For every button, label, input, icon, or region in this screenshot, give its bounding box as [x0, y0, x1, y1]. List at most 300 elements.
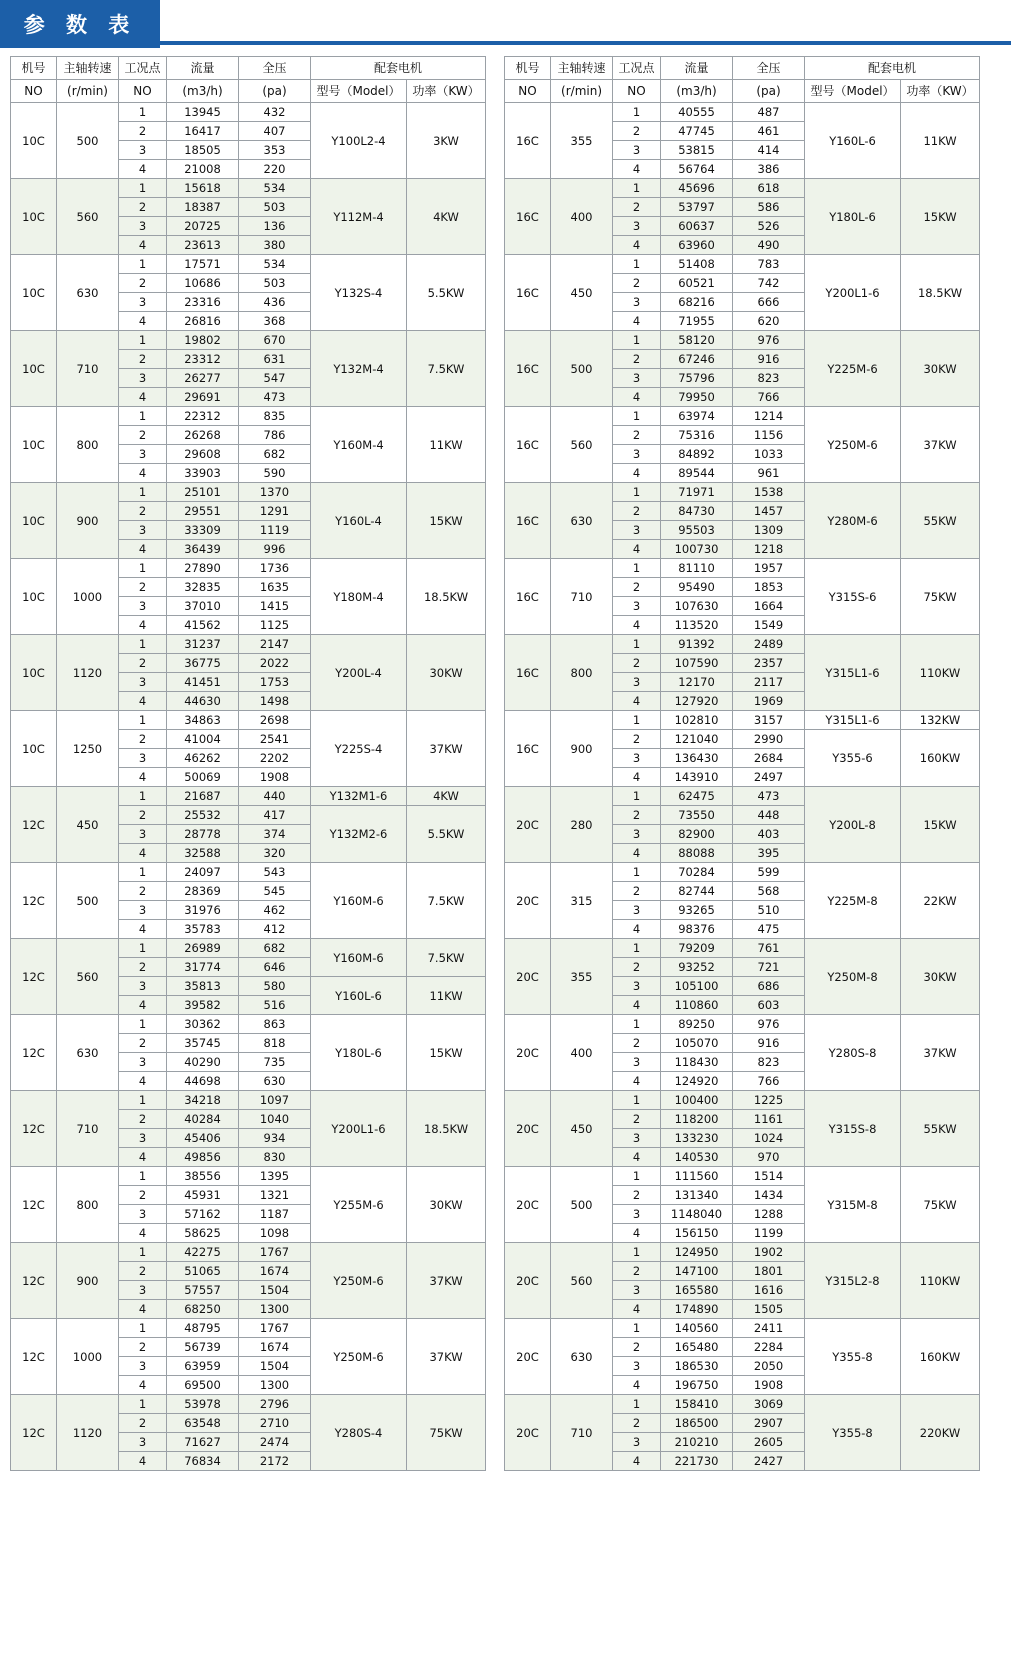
cell-pressure: 1908 — [733, 1376, 805, 1395]
cell-motor-model: Y100L2-4 — [311, 103, 407, 179]
cell-point: 3 — [119, 1053, 167, 1072]
cell-flow: 15618 — [167, 179, 239, 198]
cell-point: 4 — [119, 692, 167, 711]
cell-rpm: 450 — [551, 255, 613, 331]
cell-point: 2 — [119, 578, 167, 597]
cell-pressure: 586 — [733, 198, 805, 217]
cell-point: 3 — [119, 521, 167, 540]
cell-point: 1 — [119, 635, 167, 654]
cell-pressure: 473 — [239, 388, 311, 407]
cell-motor-model: Y355-8 — [805, 1395, 901, 1471]
cell-pressure: 1434 — [733, 1186, 805, 1205]
cell-rpm: 1000 — [57, 1319, 119, 1395]
cell-pressure: 2357 — [733, 654, 805, 673]
cell-motor-power: 15KW — [901, 179, 980, 255]
cell-flow: 13945 — [167, 103, 239, 122]
th-rpm: 主轴转速 — [551, 57, 613, 80]
cell-flow: 111560 — [661, 1167, 733, 1186]
cell-flow: 36775 — [167, 654, 239, 673]
cell-flow: 32835 — [167, 578, 239, 597]
cell-point: 4 — [119, 160, 167, 179]
table-row — [11, 407, 486, 426]
cell-rpm: 355 — [551, 939, 613, 1015]
cell-point: 2 — [119, 1338, 167, 1357]
cell-pressure: 1291 — [239, 502, 311, 521]
cell-point: 2 — [613, 882, 661, 901]
table-row — [11, 635, 486, 654]
cell-motor-power: 30KW — [901, 939, 980, 1015]
cell-pressure: 1199 — [733, 1224, 805, 1243]
banner-tab — [0, 0, 160, 48]
cell-point: 2 — [613, 502, 661, 521]
cell-motor-model: Y250M-6 — [805, 407, 901, 483]
cell-rpm: 1000 — [57, 559, 119, 635]
th-motor-model: 型号（Model） — [805, 80, 901, 103]
cell-machine-no: 10C — [11, 331, 57, 407]
cell-pressure: 490 — [733, 236, 805, 255]
cell-pressure: 1767 — [239, 1319, 311, 1338]
cell-rpm: 280 — [551, 787, 613, 863]
cell-point: 2 — [119, 730, 167, 749]
cell-pressure: 2050 — [733, 1357, 805, 1376]
cell-point: 4 — [613, 236, 661, 255]
cell-flow: 22312 — [167, 407, 239, 426]
table-row — [505, 635, 980, 654]
cell-flow: 36439 — [167, 540, 239, 559]
cell-flow: 16417 — [167, 122, 239, 141]
cell-pressure: 1300 — [239, 1300, 311, 1319]
cell-pressure: 368 — [239, 312, 311, 331]
cell-flow: 32588 — [167, 844, 239, 863]
cell-pressure: 2605 — [733, 1433, 805, 1452]
cell-flow: 26268 — [167, 426, 239, 445]
cell-flow: 93252 — [661, 958, 733, 977]
cell-point: 2 — [119, 426, 167, 445]
cell-point: 1 — [613, 483, 661, 502]
cell-pressure: 1767 — [239, 1243, 311, 1262]
cell-flow: 75796 — [661, 369, 733, 388]
cell-flow: 21687 — [167, 787, 239, 806]
cell-point: 2 — [613, 122, 661, 141]
cell-rpm: 400 — [551, 179, 613, 255]
cell-pressure: 407 — [239, 122, 311, 141]
cell-motor-model: Y280M-6 — [805, 483, 901, 559]
cell-motor-model: Y112M-4 — [311, 179, 407, 255]
cell-pressure: 1214 — [733, 407, 805, 426]
cell-pressure: 503 — [239, 198, 311, 217]
cell-pressure: 3157 — [733, 711, 805, 730]
cell-rpm: 630 — [57, 1015, 119, 1091]
cell-point: 4 — [613, 312, 661, 331]
cell-flow: 186530 — [661, 1357, 733, 1376]
cell-motor-model: Y315S-8 — [805, 1091, 901, 1167]
cell-rpm: 1250 — [57, 711, 119, 787]
cell-motor-model: Y315L2-8 — [805, 1243, 901, 1319]
cell-pressure: 534 — [239, 179, 311, 198]
cell-flow: 58120 — [661, 331, 733, 350]
cell-point: 4 — [119, 996, 167, 1015]
cell-motor-model: Y250M-6 — [311, 1243, 407, 1319]
cell-point: 1 — [613, 1319, 661, 1338]
cell-point: 2 — [613, 274, 661, 293]
cell-pressure: 1538 — [733, 483, 805, 502]
cell-pressure: 934 — [239, 1129, 311, 1148]
cell-pressure: 1097 — [239, 1091, 311, 1110]
cell-motor-power: 37KW — [407, 1243, 486, 1319]
table-row — [505, 787, 980, 806]
cell-point: 3 — [613, 369, 661, 388]
header-row-2 — [505, 80, 980, 103]
cell-machine-no: 20C — [505, 1243, 551, 1319]
th-pressure: 全压 — [733, 57, 805, 80]
cell-pressure: 462 — [239, 901, 311, 920]
cell-pressure: 1457 — [733, 502, 805, 521]
cell-point: 1 — [119, 1167, 167, 1186]
cell-pressure: 136 — [239, 217, 311, 236]
table-head-right — [505, 57, 980, 103]
cell-motor-model: Y355-8 — [805, 1319, 901, 1395]
table-row — [11, 1243, 486, 1262]
cell-point: 2 — [613, 426, 661, 445]
cell-point: 3 — [613, 521, 661, 540]
cell-flow: 57162 — [167, 1205, 239, 1224]
cell-machine-no: 12C — [11, 1395, 57, 1471]
cell-flow: 82744 — [661, 882, 733, 901]
cell-flow: 88088 — [661, 844, 733, 863]
th-no-unit: NO — [11, 80, 57, 103]
cell-flow: 53815 — [661, 141, 733, 160]
cell-flow: 27890 — [167, 559, 239, 578]
cell-pressure: 440 — [239, 787, 311, 806]
cell-flow: 71971 — [661, 483, 733, 502]
cell-pressure: 1504 — [239, 1281, 311, 1300]
cell-motor-model: Y280S-8 — [805, 1015, 901, 1091]
cell-point: 1 — [119, 1319, 167, 1338]
cell-pressure: 666 — [733, 293, 805, 312]
cell-point: 1 — [613, 1243, 661, 1262]
cell-point: 4 — [119, 1452, 167, 1471]
cell-point: 1 — [119, 255, 167, 274]
cell-rpm: 900 — [57, 483, 119, 559]
cell-machine-no: 10C — [11, 559, 57, 635]
cell-point: 4 — [613, 616, 661, 635]
cell-point: 1 — [613, 255, 661, 274]
header-row-1 — [505, 57, 980, 80]
cell-rpm: 710 — [57, 331, 119, 407]
cell-pressure: 603 — [733, 996, 805, 1015]
cell-flow: 147100 — [661, 1262, 733, 1281]
cell-flow: 51065 — [167, 1262, 239, 1281]
cell-point: 3 — [613, 293, 661, 312]
page-title: 参 数 表 — [23, 13, 137, 37]
cell-pressure: 970 — [733, 1148, 805, 1167]
cell-flow: 25532 — [167, 806, 239, 825]
cell-flow: 12170 — [661, 673, 733, 692]
cell-point: 1 — [119, 787, 167, 806]
cell-point: 2 — [119, 1110, 167, 1129]
cell-motor-power: 7.5KW — [407, 863, 486, 939]
cell-pressure: 1801 — [733, 1262, 805, 1281]
cell-flow: 56764 — [661, 160, 733, 179]
cell-rpm: 500 — [57, 863, 119, 939]
cell-motor-power: 18.5KW — [901, 255, 980, 331]
cell-motor-model: Y225M-8 — [805, 863, 901, 939]
cell-machine-no: 20C — [505, 1395, 551, 1471]
cell-point: 4 — [119, 1072, 167, 1091]
cell-flow: 49856 — [167, 1148, 239, 1167]
cell-pressure: 2474 — [239, 1433, 311, 1452]
cell-motor-model: Y355-6 — [805, 730, 901, 787]
cell-point: 2 — [613, 1034, 661, 1053]
cell-point: 4 — [613, 1148, 661, 1167]
th-motor-power: 功率（KW） — [901, 80, 980, 103]
table-row — [505, 1091, 980, 1110]
cell-rpm: 560 — [57, 939, 119, 1015]
cell-point: 2 — [613, 1414, 661, 1433]
cell-flow: 63548 — [167, 1414, 239, 1433]
cell-pressure: 1664 — [733, 597, 805, 616]
cell-machine-no: 16C — [505, 179, 551, 255]
cell-motor-model: Y160L-6 — [311, 977, 407, 1015]
cell-motor-power: 30KW — [901, 331, 980, 407]
cell-motor-power: 37KW — [407, 711, 486, 787]
cell-pressure: 1119 — [239, 521, 311, 540]
cell-machine-no: 16C — [505, 559, 551, 635]
cell-motor-model: Y132M2-6 — [311, 806, 407, 863]
cell-pressure: 1674 — [239, 1338, 311, 1357]
cell-motor-model: Y180M-4 — [311, 559, 407, 635]
cell-flow: 26277 — [167, 369, 239, 388]
cell-motor-model: Y315M-8 — [805, 1167, 901, 1243]
table-row — [505, 1015, 980, 1034]
cell-pressure: 761 — [733, 939, 805, 958]
cell-pressure: 1736 — [239, 559, 311, 578]
cell-point: 2 — [613, 1338, 661, 1357]
cell-flow: 95490 — [661, 578, 733, 597]
cell-point: 3 — [119, 445, 167, 464]
cell-point: 4 — [119, 1224, 167, 1243]
cell-flow: 124920 — [661, 1072, 733, 1091]
th-point: 工况点 — [613, 57, 661, 80]
cell-pressure: 1674 — [239, 1262, 311, 1281]
cell-rpm: 355 — [551, 103, 613, 179]
cell-point: 2 — [119, 1414, 167, 1433]
cell-flow: 23613 — [167, 236, 239, 255]
cell-pressure: 823 — [733, 1053, 805, 1072]
cell-point: 1 — [613, 559, 661, 578]
cell-point: 3 — [613, 597, 661, 616]
cell-machine-no: 12C — [11, 1243, 57, 1319]
cell-pressure: 2497 — [733, 768, 805, 787]
cell-pressure: 414 — [733, 141, 805, 160]
cell-pressure: 1033 — [733, 445, 805, 464]
cell-flow: 105070 — [661, 1034, 733, 1053]
cell-pressure: 1853 — [733, 578, 805, 597]
cell-rpm: 630 — [551, 1319, 613, 1395]
th-rpm-unit: (r/min) — [551, 80, 613, 103]
cell-pressure: 386 — [733, 160, 805, 179]
cell-pressure: 2202 — [239, 749, 311, 768]
cell-flow: 29608 — [167, 445, 239, 464]
cell-flow: 107630 — [661, 597, 733, 616]
cell-flow: 136430 — [661, 749, 733, 768]
cell-rpm: 560 — [551, 1243, 613, 1319]
cell-flow: 69500 — [167, 1376, 239, 1395]
cell-flow: 71955 — [661, 312, 733, 331]
cell-pressure: 2541 — [239, 730, 311, 749]
cell-machine-no: 20C — [505, 1015, 551, 1091]
cell-point: 2 — [613, 654, 661, 673]
cell-motor-power: 18.5KW — [407, 559, 486, 635]
cell-point: 3 — [119, 1129, 167, 1148]
cell-flow: 84730 — [661, 502, 733, 521]
cell-motor-power: 11KW — [901, 103, 980, 179]
cell-point: 3 — [613, 141, 661, 160]
cell-motor-model: Y132M1-6 — [311, 787, 407, 806]
cell-pressure: 1321 — [239, 1186, 311, 1205]
cell-flow: 196750 — [661, 1376, 733, 1395]
cell-point: 3 — [119, 1205, 167, 1224]
cell-pressure: 996 — [239, 540, 311, 559]
cell-rpm: 800 — [551, 635, 613, 711]
cell-pressure: 2117 — [733, 673, 805, 692]
table-row — [11, 1319, 486, 1338]
cell-pressure: 1504 — [239, 1357, 311, 1376]
cell-flow: 41004 — [167, 730, 239, 749]
cell-pressure: 1415 — [239, 597, 311, 616]
parameter-table-left — [10, 56, 486, 1471]
cell-rpm: 710 — [551, 1395, 613, 1471]
cell-point: 4 — [119, 1300, 167, 1319]
cell-motor-model: Y132S-4 — [311, 255, 407, 331]
cell-pressure: 3069 — [733, 1395, 805, 1414]
cell-pressure: 1753 — [239, 673, 311, 692]
cell-motor-power: 30KW — [407, 635, 486, 711]
cell-flow: 57557 — [167, 1281, 239, 1300]
cell-rpm: 710 — [57, 1091, 119, 1167]
th-point-unit: NO — [613, 80, 661, 103]
cell-machine-no: 20C — [505, 1319, 551, 1395]
cell-point: 3 — [613, 977, 661, 996]
cell-point: 4 — [613, 844, 661, 863]
cell-pressure: 916 — [733, 1034, 805, 1053]
cell-flow: 29691 — [167, 388, 239, 407]
cell-point: 4 — [119, 464, 167, 483]
cell-flow: 40555 — [661, 103, 733, 122]
cell-pressure: 1125 — [239, 616, 311, 635]
cell-flow: 35813 — [167, 977, 239, 996]
cell-flow: 140530 — [661, 1148, 733, 1167]
th-motor: 配套电机 — [805, 57, 980, 80]
cell-point: 1 — [613, 103, 661, 122]
cell-pressure: 395 — [733, 844, 805, 863]
cell-flow: 42275 — [167, 1243, 239, 1262]
cell-flow: 79950 — [661, 388, 733, 407]
cell-point: 1 — [119, 1091, 167, 1110]
cell-pressure: 863 — [239, 1015, 311, 1034]
cell-pressure: 516 — [239, 996, 311, 1015]
cell-flow: 63960 — [661, 236, 733, 255]
cell-motor-model: Y250M-6 — [311, 1319, 407, 1395]
table-row — [11, 939, 486, 958]
cell-pressure: 475 — [733, 920, 805, 939]
cell-point: 3 — [119, 369, 167, 388]
cell-pressure: 412 — [239, 920, 311, 939]
cell-motor-power: 220KW — [901, 1395, 980, 1471]
cell-motor-model: Y255M-6 — [311, 1167, 407, 1243]
cell-point: 2 — [613, 1186, 661, 1205]
cell-point: 3 — [119, 141, 167, 160]
cell-pressure: 2990 — [733, 730, 805, 749]
cell-motor-model: Y200L1-6 — [805, 255, 901, 331]
cell-flow: 89250 — [661, 1015, 733, 1034]
cell-point: 1 — [119, 331, 167, 350]
cell-flow: 60521 — [661, 274, 733, 293]
cell-pressure: 534 — [239, 255, 311, 274]
cell-point: 2 — [119, 1262, 167, 1281]
cell-pressure: 2796 — [239, 1395, 311, 1414]
cell-point: 3 — [613, 1205, 661, 1224]
cell-pressure: 220 — [239, 160, 311, 179]
cell-point: 4 — [613, 160, 661, 179]
cell-machine-no: 10C — [11, 635, 57, 711]
cell-point: 2 — [119, 654, 167, 673]
cell-machine-no: 20C — [505, 1091, 551, 1167]
cell-motor-model: Y280S-4 — [311, 1395, 407, 1471]
cell-pressure: 374 — [239, 825, 311, 844]
cell-machine-no: 16C — [505, 331, 551, 407]
cell-pressure: 916 — [733, 350, 805, 369]
cell-pressure: 568 — [733, 882, 805, 901]
cell-point: 2 — [119, 882, 167, 901]
cell-pressure: 1288 — [733, 1205, 805, 1224]
cell-pressure: 417 — [239, 806, 311, 825]
cell-pressure: 461 — [733, 122, 805, 141]
cell-flow: 23316 — [167, 293, 239, 312]
th-pressure-unit: (pa) — [239, 80, 311, 103]
cell-flow: 118200 — [661, 1110, 733, 1129]
th-motor: 配套电机 — [311, 57, 486, 80]
cell-pressure: 618 — [733, 179, 805, 198]
cell-point: 1 — [613, 1015, 661, 1034]
cell-point: 1 — [119, 939, 167, 958]
cell-pressure: 1514 — [733, 1167, 805, 1186]
cell-pressure: 432 — [239, 103, 311, 122]
cell-point: 2 — [119, 122, 167, 141]
cell-flow: 63959 — [167, 1357, 239, 1376]
cell-motor-power: 15KW — [407, 1015, 486, 1091]
cell-pressure: 786 — [239, 426, 311, 445]
cell-motor-power: 11KW — [407, 407, 486, 483]
cell-motor-power: 30KW — [407, 1167, 486, 1243]
th-flow: 流量 — [167, 57, 239, 80]
cell-machine-no: 10C — [11, 407, 57, 483]
cell-machine-no: 12C — [11, 1091, 57, 1167]
cell-pressure: 2710 — [239, 1414, 311, 1433]
cell-flow: 26989 — [167, 939, 239, 958]
cell-point: 1 — [613, 711, 661, 730]
th-flow: 流量 — [661, 57, 733, 80]
cell-flow: 73550 — [661, 806, 733, 825]
cell-pressure: 1969 — [733, 692, 805, 711]
cell-rpm: 500 — [551, 1167, 613, 1243]
cell-motor-power: 110KW — [901, 635, 980, 711]
cell-point: 4 — [119, 1148, 167, 1167]
th-motor-model: 型号（Model） — [311, 80, 407, 103]
cell-flow: 156150 — [661, 1224, 733, 1243]
cell-pressure: 403 — [733, 825, 805, 844]
cell-motor-model: Y160M-6 — [311, 939, 407, 977]
